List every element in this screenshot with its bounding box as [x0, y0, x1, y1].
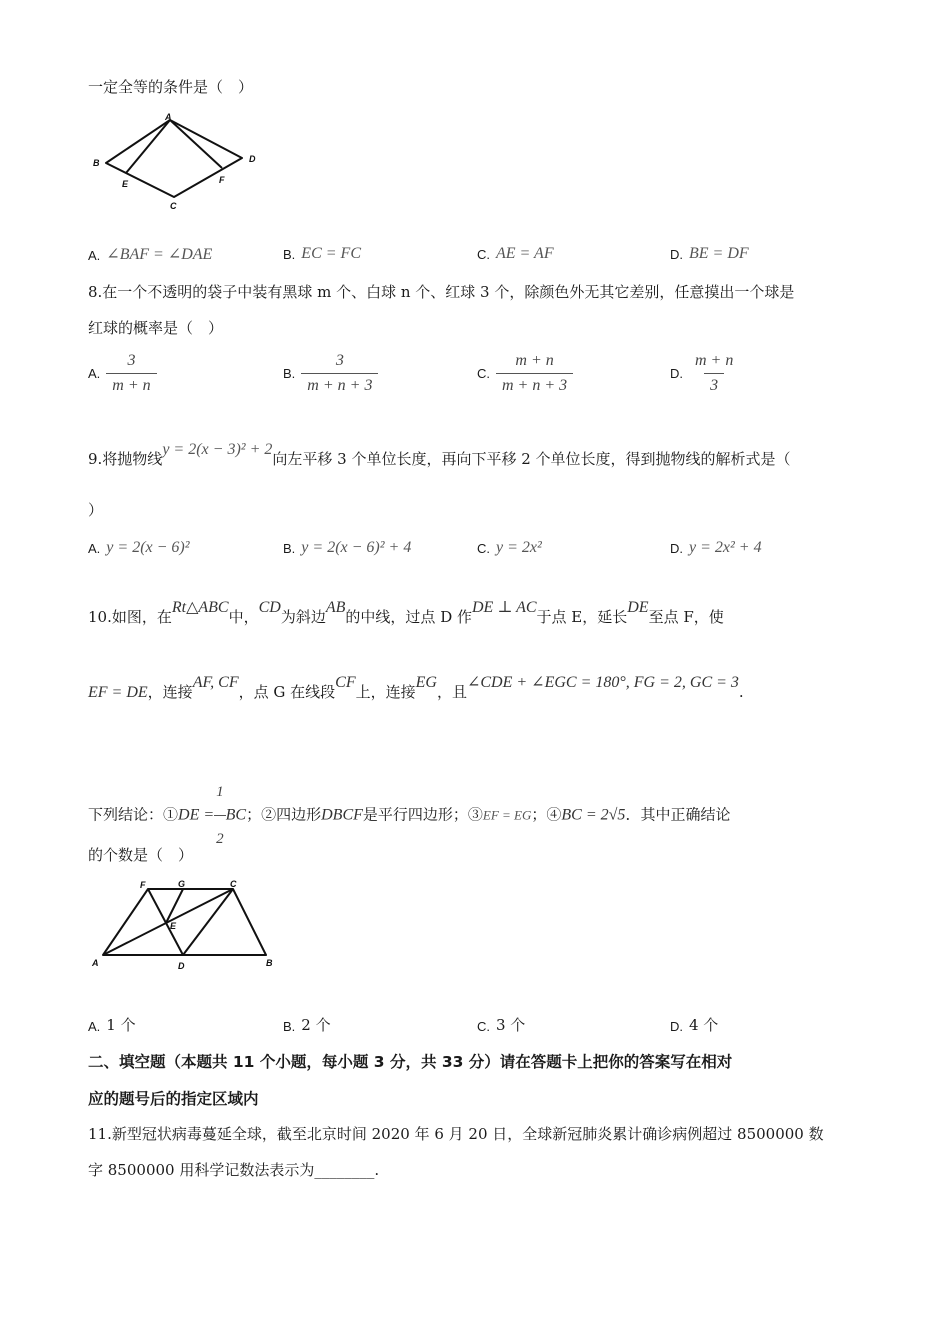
q10-stem-line1: 10.如图，在Rt△ABC中，CD为斜边AB的中线，过点 D 作DE ⊥ AC于点 E，延长DE至点 F，使: [88, 599, 724, 626]
q10-label-d: D: [178, 961, 185, 971]
q8-stem-line2: 红球的概率是（ ）: [88, 319, 224, 337]
q10-label-f: F: [140, 880, 146, 890]
q10-stem-line3: 下列结论：①DE = $\frac{1}{2}$ BC；②四边形DBCF是平行四边形；③EF = EG；④BC = 2√5．其中正确结论: [88, 770, 730, 861]
q7-label-f: F: [219, 175, 225, 185]
q7-label-d: D: [249, 154, 256, 164]
q8-option-c: C. $\frac{m + n}{m + n + 3}$: [477, 352, 573, 395]
q7-label-e: E: [122, 179, 129, 189]
q10-figure: [88, 874, 288, 974]
q7-stem: 一定全等的条件是（ ）: [88, 78, 254, 96]
q10-stem-line2: EF = DE，连接AF, CF，点 G 在线段CF上，连接EG，且∠CDE + ∠EGC = 180°, FG = 2, GC = 3.: [88, 674, 744, 701]
q9-option-a: A. y = 2(x − 6)²: [88, 539, 190, 556]
q9-option-b: B. y = 2(x − 6)² + 4: [283, 539, 412, 556]
section2-heading-line1: 二、填空题（本题共 11 个小题，每小题 3 分，共 33 分）请在答题卡上把你的答案写在相对: [88, 1053, 733, 1071]
q11-stem-line1: 11.新型冠状病毒蔓延全球，截至北京时间 2020 年 6 月 20 日，全球新冠肺炎累计确诊病例超过 8500000 数: [88, 1125, 824, 1143]
q10-option-c: C. 3 个: [477, 1016, 526, 1034]
q7-option-d: D. BE = DF: [670, 245, 749, 262]
q10-label-b: B: [266, 958, 273, 968]
q9-option-c: C. y = 2x²: [477, 539, 542, 556]
q9-stem-line2: ）: [88, 501, 104, 519]
q7-label-b: B: [93, 158, 100, 168]
q9-parabola-expr: y = 2(x − 3)² + 2: [162, 441, 273, 458]
q9-option-d: D. y = 2x² + 4: [670, 539, 762, 556]
q7-figure: [88, 110, 273, 215]
q9-stem: 9.将抛物线y = 2(x − 3)² + 2向左平移 3 个单位长度，再向下平移 2 个单位长度，得到抛物线的解析式是（: [88, 441, 791, 468]
q8-stem-line1: 8.在一个不透明的袋子中装有黑球 m 个、白球 n 个、红球 3 个，除颜色外无其它差别，任意摸出一个球是: [88, 283, 795, 301]
q10-label-e: E: [170, 921, 177, 931]
q10-option-a: A. 1 个: [88, 1016, 136, 1034]
q10-label-c: C: [230, 879, 237, 889]
q7-option-b: B. EC = FC: [283, 245, 361, 262]
section2-heading-line2: 应的题号后的指定区域内: [88, 1090, 259, 1108]
q7-label-a: A: [165, 112, 172, 122]
q10-label-g: G: [178, 879, 186, 889]
q7-option-c: C. AE = AF: [477, 245, 554, 262]
q10-stem-line4: 的个数是（ ）: [88, 846, 194, 864]
q11-stem-line2: 字 8500000 用科学记数法表示为________.: [88, 1161, 380, 1179]
q10-option-d: D. 4 个: [670, 1016, 719, 1034]
q8-option-b: B. $\frac{3}{m + n + 3}$: [283, 352, 378, 395]
q10-option-b: B. 2 个: [283, 1016, 331, 1034]
q10-label-a: A: [92, 958, 99, 968]
q8-option-a: A. $\frac{3}{m + n}$: [88, 352, 157, 395]
q8-option-d: D. $\frac{m + n}{3}$: [670, 352, 734, 394]
q7-label-c: C: [170, 201, 177, 211]
q7-option-a: A. ∠BAF = ∠DAE: [88, 246, 213, 263]
